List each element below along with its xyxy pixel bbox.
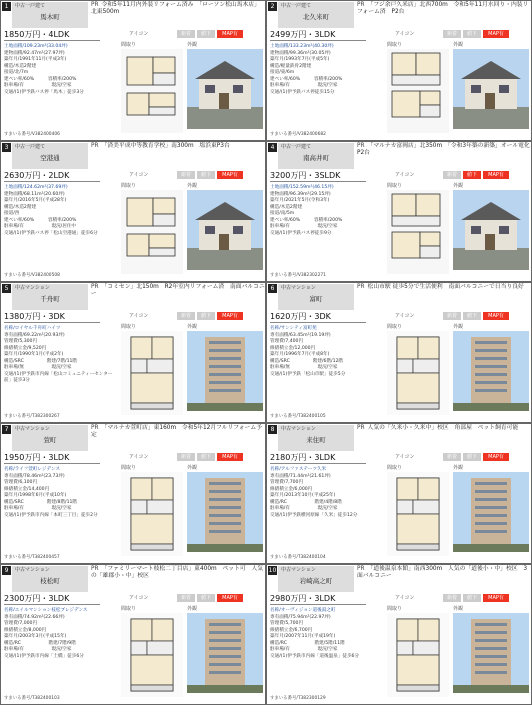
spec-line: 管理費/6,100円 (4, 480, 38, 486)
property-type: 中古マンション (281, 426, 316, 432)
icon-label: アイコン (395, 313, 415, 319)
icon-label: アイコン (129, 172, 149, 178)
pr-text (91, 566, 265, 580)
price-down-badge: 値下 (197, 171, 215, 179)
spec-list (270, 185, 383, 237)
listing-code: すまいる番号/V382400682 (270, 132, 326, 137)
spec-line: 駐車場/有 現況/空家 (4, 647, 72, 653)
spec-line: 交通/(1)伊予鉄「松山市駅」徒歩5分 (270, 371, 346, 377)
map-badge[interactable]: MAP有 (217, 171, 243, 179)
pr-body: 「道後温泉本館」南西300m 人気の「道後小・中」校区 3面バルコニー (357, 566, 528, 580)
exterior-label: 外観 (453, 606, 464, 612)
exterior-label: 外観 (187, 324, 198, 330)
exterior-photo[interactable] (187, 190, 263, 270)
pr-text (357, 566, 531, 580)
price-underline (270, 604, 366, 605)
spec-line: 築年月/1991年11月(平成3年) (4, 57, 67, 63)
icon-label: アイコン (129, 313, 149, 319)
price: 1950万円・3LDK (4, 453, 70, 462)
pr-label: PR (91, 566, 99, 572)
exterior-photo[interactable] (453, 613, 529, 693)
listing-code: すまいる番号/V382400406 (4, 132, 60, 137)
property-type: 中古一戸建て (15, 3, 46, 9)
floor-plan-image[interactable] (387, 49, 449, 133)
floor-plan-image[interactable] (121, 472, 183, 556)
spec-list (4, 608, 117, 660)
listing-header (278, 2, 354, 28)
icon-label: アイコン (395, 595, 415, 601)
listing-number: 5 (2, 284, 11, 293)
spec-line: 駐車場/有 現況/空家 (270, 83, 338, 89)
new-badge: 新着 (443, 594, 461, 602)
new-badge: 新着 (443, 30, 461, 38)
pr-label: PR (357, 143, 365, 149)
floor-plan-label: 間取り (387, 606, 403, 612)
price: 3200万円・3SLDK (270, 171, 341, 180)
spec-line: 交通/(1)伊予鉄バス停「馬木」徒歩3分 (4, 89, 84, 95)
floor-plan-label: 間取り (121, 465, 137, 471)
exterior-label: 外観 (453, 324, 464, 330)
pr-body: 「フジ余戸久米店」北西700m 令和5年11月水回り・内装リフォーム済 P2台 (357, 2, 529, 16)
spec-line: 築年月/2007年11月(平成19年) (270, 634, 336, 640)
exterior-label: 外観 (187, 42, 198, 48)
map-badge[interactable]: MAP有 (483, 594, 509, 602)
spec-line: 専有面積/69.22m²(20.93坪) (4, 332, 65, 338)
listing-header (12, 566, 88, 592)
listing-card[interactable] (266, 423, 532, 564)
listing-number: 3 (2, 143, 11, 152)
new-badge: 新着 (177, 453, 195, 461)
property-type: 中古マンション (15, 285, 50, 291)
spec-line: 構造/RC 階建/4階/8階 (270, 499, 342, 505)
spec-line: 築年月/1993年7月(平成5年) (270, 57, 330, 63)
floor-plan-image[interactable] (387, 190, 449, 274)
listing-code: すまいる番号/T382400103 (4, 696, 60, 701)
exterior-label: 外観 (453, 183, 464, 189)
price-underline (4, 322, 100, 323)
price: 2630万円・2LDK (4, 171, 70, 180)
floor-plan-label: 間取り (121, 324, 137, 330)
exterior-label: 外観 (187, 465, 198, 471)
listing-number: 9 (2, 566, 11, 575)
pr-body: 「ファミリーマート枝松二丁目店」東400m ペット可 人気の「雄郡小・中」校区 (91, 566, 264, 580)
spec-line: 接道/北/7m (4, 70, 29, 76)
exterior-photo[interactable] (453, 49, 529, 129)
listing-code: すまいる番号/V382302271 (270, 273, 326, 278)
new-badge: 新着 (177, 30, 195, 38)
area-name: 空港通 (40, 154, 60, 162)
spec-line: 築年月/1998年6月(平成10年) (4, 493, 67, 499)
spec-line: 専有面積/74.92m²(22.66坪) (4, 614, 65, 620)
spec-line: 管理費/5,700円 (270, 621, 304, 627)
price-down-badge: 値下 (197, 453, 215, 461)
spec-line: 専有面積/71.44m²(21.61坪) (270, 473, 331, 479)
price: 2300万円・3LDK (4, 594, 70, 603)
floor-plan-image[interactable] (121, 190, 183, 274)
pr-body: 令和5年11月内外装リフォーム済み 「ローソン松山馬木店」北東500m (91, 2, 260, 16)
spec-line: 交通/(1)伊予鉄市内線「本町三丁目」徒歩2分 (4, 512, 98, 518)
map-badge[interactable]: MAP有 (483, 312, 509, 320)
pr-body: 「マルナカ萱町店」東160m 令和5年12月フルリフォーム予定 (91, 425, 262, 439)
spec-line: 接道/南/5m (270, 211, 295, 217)
floor-plan-image[interactable] (121, 331, 183, 415)
spec-line: 駐車場/無 現況/空家 (270, 365, 338, 371)
price: 2980万円・3LDK (270, 594, 336, 603)
spec-line: 管理費/7,000円 (4, 621, 38, 627)
price-underline (270, 181, 366, 182)
exterior-label: 外観 (187, 606, 198, 612)
listing-header (12, 425, 88, 451)
spec-line: 専有面積/78.46m²(23.73坪) (4, 473, 65, 479)
listing-code: すまいる番号/V382400508 (4, 273, 60, 278)
area-name: 富町 (309, 295, 323, 303)
floor-plan-label: 間取り (387, 465, 403, 471)
price: 2499万円・3LDK (270, 30, 336, 39)
property-type: 中古マンション (15, 426, 50, 432)
floor-plan-image[interactable] (121, 49, 183, 133)
spec-line: 修繕積立金/8,000円 (4, 627, 47, 633)
spec-line: 専有面積/75.94m²(22.97坪) (270, 614, 331, 620)
floor-plan-label: 間取り (121, 606, 137, 612)
spec-list (4, 44, 117, 96)
spec-line: 名称/アルファステーツ久米 (270, 467, 327, 472)
price-underline (4, 40, 100, 41)
listing-number: 1 (2, 2, 11, 11)
price-underline (4, 604, 100, 605)
spec-line: 修繕積立金/6,700円 (270, 627, 313, 633)
spec-line: 管理費/5,300円 (4, 339, 38, 345)
new-badge: 新着 (177, 594, 195, 602)
spec-line: 駐車場/有 現況/空家 (270, 224, 338, 230)
area-name: 南高井町 (303, 154, 329, 162)
new-badge: 新着 (177, 312, 195, 320)
listing-card[interactable] (266, 141, 532, 282)
exterior-label: 外観 (453, 42, 464, 48)
price-underline (4, 463, 100, 464)
spec-line: 専有面積/63.45m²(19.19坪) (270, 332, 331, 338)
spec-line: 構造/SRC 階建/6階/12階 (270, 358, 344, 364)
listing-header (12, 284, 88, 310)
area-name: 馬木町 (40, 13, 60, 21)
listing-header (278, 284, 354, 310)
spec-line: 名称/ロイヤル千舟町ハイツ (4, 326, 61, 331)
spec-line: 土地面積/152.59m²(46.15坪) (270, 185, 334, 190)
spec-line: 名称/サンシティ富町苑 (270, 326, 317, 331)
listing-header (278, 425, 354, 451)
pr-text (357, 2, 531, 16)
listing-card[interactable] (266, 564, 532, 705)
map-badge[interactable]: MAP有 (217, 594, 243, 602)
pr-label: PR (91, 284, 99, 290)
listing-number: 6 (268, 284, 277, 293)
spec-line: 駐車場/有 現況/空家 (270, 506, 338, 512)
spec-list (4, 326, 117, 385)
listing-card[interactable] (0, 423, 266, 564)
price: 1850万円・4LDK (4, 30, 70, 39)
spec-line: 築年月/1996年7月(平成8年) (270, 352, 330, 358)
area-name: 枝松町 (40, 577, 60, 585)
spec-line: 名称/オーヴィジョン道後湯之町 (270, 608, 336, 613)
new-badge: 新着 (443, 453, 461, 461)
exterior-photo[interactable] (187, 49, 263, 129)
price-down-badge: 値下 (197, 594, 215, 602)
area-name: 岩崎高之町 (299, 577, 333, 585)
property-type: 中古マンション (281, 285, 316, 291)
floor-plan-label: 間取り (387, 324, 403, 330)
listing-header (278, 566, 354, 592)
icon-label: アイコン (395, 31, 415, 37)
area-name: 萱町 (43, 436, 57, 444)
pr-body: 「済美平成中等教育学校」南300m 塩浜東P3台 (101, 143, 230, 149)
spec-line: 土地面積/133.23m²(40.30坪) (270, 44, 334, 49)
pr-text (357, 143, 531, 157)
new-badge: 新着 (443, 312, 461, 320)
exterior-label: 外観 (187, 183, 198, 189)
price-down-badge: 値下 (197, 312, 215, 320)
spec-line: 構造/RC 階建/7階/9階 (4, 640, 76, 646)
listing-code: すまいる番号/T382300267 (4, 414, 60, 419)
pr-text (91, 2, 265, 16)
spec-line: 名称/ライフ萱町レジデンス (4, 467, 61, 472)
spec-list (270, 44, 383, 96)
spec-line: 建ぺい率/60% 容積率/200% (270, 76, 343, 82)
icon-label: アイコン (395, 454, 415, 460)
listing-card[interactable] (0, 564, 266, 705)
exterior-photo[interactable] (453, 190, 529, 270)
floor-plan-image[interactable] (387, 613, 449, 697)
listing-header (12, 143, 88, 169)
floor-plan-image[interactable] (387, 472, 449, 556)
floor-plan-label: 間取り (121, 42, 137, 48)
price-down-badge: 値下 (463, 453, 481, 461)
spec-line: 築年月/2021年5月(令和3年) (270, 198, 330, 204)
listing-number: 10 (268, 567, 277, 574)
spec-line: 修繕積立金/9,520円 (4, 345, 47, 351)
exterior-photo[interactable] (453, 331, 529, 411)
spec-line: 建物面積/92.47m²(27.97坪) (4, 50, 65, 56)
spec-line: 交通/(1)伊予鉄横河原線「久米」徒歩12分 (270, 512, 358, 518)
spec-line: 管理費/7,400円 (270, 339, 304, 345)
listing-code: すまいる番号/T382400457 (4, 555, 60, 560)
price-down-badge: 値下 (463, 312, 481, 320)
new-badge: 新着 (443, 171, 461, 179)
listing-card[interactable] (0, 0, 266, 141)
listing-code: すまいる番号/T382400104 (270, 555, 326, 560)
spec-line: 修繕積立金/6,000円 (270, 486, 313, 492)
price-underline (270, 322, 366, 323)
spec-list (270, 467, 383, 519)
spec-line: 交通/(1)伊予鉄バス停徒歩9分 (270, 230, 332, 236)
pr-label: PR (357, 566, 365, 572)
spec-line: 構造/木造2階建 (4, 204, 37, 210)
spec-list (4, 185, 117, 237)
spec-line: 建ぺい率/60% 容積率/200% (270, 217, 343, 223)
spec-line: 築年月/1990年1月(平成2年) (4, 352, 64, 358)
spec-line: 土地面積/109.23m²(33.04坪) (4, 44, 68, 49)
price-underline (270, 463, 366, 464)
pr-body: 人気の「久米小・久米中」校区 角部屋 ペット飼育可能 (367, 425, 519, 431)
map-badge[interactable]: MAP有 (217, 453, 243, 461)
price: 1620万円・3DK (270, 312, 331, 321)
pr-label: PR (357, 425, 365, 431)
pr-text (91, 284, 265, 298)
floor-plan-label: 間取り (387, 42, 403, 48)
map-badge[interactable]: MAP有 (217, 30, 243, 38)
price: 1380万円・3DK (4, 312, 65, 321)
listing-card[interactable] (266, 282, 532, 423)
spec-line: 管理費/7,700円 (270, 480, 304, 486)
area-name: 北久米町 (303, 13, 329, 21)
pr-body: 松山市駅 徒歩5分で生活便利 南面バルコニーで日当り良好 (367, 284, 524, 290)
spec-line: 駐車場/無 現況/空家 (4, 365, 72, 371)
listing-number: 4 (268, 143, 277, 152)
listing-number: 2 (268, 2, 277, 11)
listing-header (12, 2, 88, 28)
listing-code: すまいる番号/T382400105 (270, 414, 326, 419)
spec-line: 駐車場/有 現況/居住中 (4, 224, 77, 230)
listing-number: 7 (2, 425, 11, 434)
spec-line: 構造/軽量鉄骨2階建 (270, 63, 312, 69)
floor-plan-image[interactable] (387, 331, 449, 415)
exterior-label: 外観 (453, 465, 464, 471)
pr-label: PR (357, 2, 365, 8)
property-type: 中古マンション (281, 567, 316, 573)
map-badge[interactable]: MAP有 (483, 453, 509, 461)
pr-text (91, 425, 265, 439)
spec-line: 土地面積/124.62m²(37.69坪) (4, 185, 68, 190)
listing-card[interactable] (0, 282, 266, 423)
pr-text (357, 284, 531, 291)
price-down-badge: 値下 (463, 594, 481, 602)
spec-line: 構造/SRC 階建/8階/11階 (4, 499, 78, 505)
icon-label: アイコン (129, 454, 149, 460)
spec-line: 建ぺい率/60% 容積率/200% (4, 76, 77, 82)
spec-line: 交通/(1)伊予鉄バス停「松山空港通」徒歩6分 (4, 230, 98, 236)
listing-card[interactable] (266, 0, 532, 141)
new-badge: 新着 (177, 171, 195, 179)
price-down-badge: 値下 (463, 171, 481, 179)
exterior-photo[interactable] (187, 472, 263, 552)
spec-line: 建物面積/68.11m²(20.60坪) (4, 191, 65, 197)
spec-line: 名称/エイルマンション枝松ブレジデンス (4, 608, 88, 613)
spec-line: 接道/東/6m (270, 70, 295, 76)
spec-line: 築年月/2016年5月(平成28年) (4, 198, 67, 204)
spec-line: 建ぺい率/60% 容積率/200% (4, 217, 77, 223)
spec-list (4, 467, 117, 519)
spec-line: 構造/RC 階建/5階/11階 (270, 640, 345, 646)
icon-label: アイコン (129, 31, 149, 37)
spec-line: 築年月/2003年3月(平成15年) (4, 634, 67, 640)
floor-plan-label: 間取り (387, 183, 403, 189)
area-name: 千舟町 (40, 295, 60, 303)
pr-text (357, 425, 531, 432)
property-type: 中古マンション (15, 567, 50, 573)
pr-text (91, 143, 265, 150)
spec-line: 駐車場/有 現況/空家 (270, 647, 338, 653)
spec-line: 修繕積立金/12,000円 (270, 345, 316, 351)
property-type: 中古一戸建て (281, 144, 312, 150)
listing-code: すまいる番号/T382300129 (270, 696, 326, 701)
spec-line: 構造/木造2階建 (270, 204, 303, 210)
map-badge[interactable]: MAP有 (483, 171, 509, 179)
spec-line: 建物面積/96.39m²(29.15坪) (270, 191, 331, 197)
area-name: 来住町 (306, 436, 326, 444)
price-down-badge: 値下 (197, 30, 215, 38)
spec-line: 構造/木造2階建 (4, 63, 37, 69)
spec-list (270, 326, 383, 378)
listing-number: 8 (268, 425, 277, 434)
pr-body: 「マルナカ富岡店」北350m 「令和3年築の新築」オール電化 P2台 (357, 143, 530, 157)
spec-line: 交通/(1)伊予鉄市内線「土橋」徒歩6分 (4, 653, 84, 659)
spec-line: 交通/(1)伊予鉄市内線「松山コミュニティーセンター前」徒歩3分 (4, 371, 113, 384)
pr-label: PR (91, 2, 99, 8)
exterior-photo[interactable] (187, 613, 263, 693)
price-underline (4, 181, 100, 182)
map-badge[interactable]: MAP有 (217, 312, 243, 320)
price-down-badge: 値下 (463, 30, 481, 38)
spec-line: 建物面積/99.36m²(30.05坪) (270, 50, 331, 56)
floor-plan-label: 間取り (121, 183, 137, 189)
spec-line: 築年月/2013年10月(平成25年) (270, 493, 336, 499)
spec-line: 駐車場/有 現況/空家 (4, 83, 72, 89)
floor-plan-image[interactable] (121, 613, 183, 697)
map-badge[interactable]: MAP有 (483, 30, 509, 38)
property-type: 中古一戸建て (15, 144, 46, 150)
property-type: 中古一戸建て (281, 3, 312, 9)
price: 2180万円・3LDK (270, 453, 336, 462)
exterior-photo[interactable] (187, 331, 263, 411)
pr-label: PR (91, 425, 99, 431)
pr-label: PR (357, 284, 365, 290)
spec-line: 交通/(1)伊予鉄バス停徒歩15分 (270, 89, 335, 95)
icon-label: アイコン (129, 595, 149, 601)
spec-line: 交通/(1)伊予鉄市内線「道後温泉」徒歩6分 (270, 653, 360, 659)
spec-list (270, 608, 383, 660)
spec-line: 構造/SRC 階建/7階/11階 (4, 358, 78, 364)
price-underline (270, 40, 366, 41)
spec-line: 修繕積立金/14,400円 (4, 486, 50, 492)
listing-card[interactable] (0, 141, 266, 282)
spec-line: 駐車場/有 現況/空家 (4, 506, 72, 512)
spec-line: 接道/西 (4, 211, 20, 217)
exterior-photo[interactable] (453, 472, 529, 552)
pr-label: PR (91, 143, 99, 149)
icon-label: アイコン (395, 172, 415, 178)
pr-body: 「コミセン」北150m R2年室内リフォーム済 南面バルコニー (91, 284, 265, 298)
listing-header (278, 143, 354, 169)
